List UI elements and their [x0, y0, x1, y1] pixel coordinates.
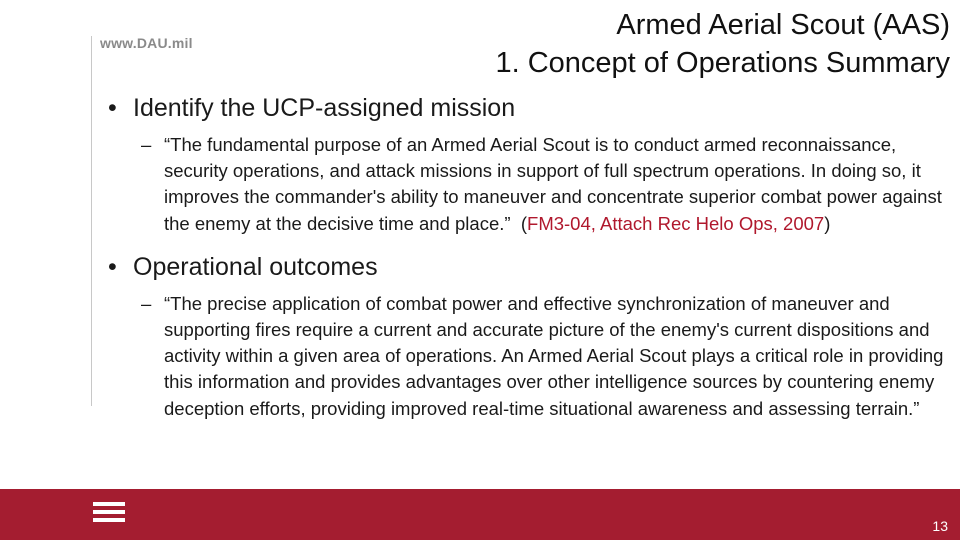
menu-line: [93, 518, 125, 522]
bullet-mission: • Identify the UCP-assigned mission: [108, 92, 940, 124]
ref-open: (: [510, 212, 528, 234]
site-logo: www.DAU.mil: [100, 35, 193, 51]
outcomes-quote-text: “The precise application of combat power and effective synchronization of maneuver and supporting fires require a current and accurate picture of the enemy's current dispositions and activity within a given area of operations. An Armed Aerial Scout plays a critical role in providing this information and provides advantages over other intelligence sources by countering enemy deception efforts, providing improved real-time situational awareness and assessing terrain.”: [164, 292, 944, 419]
footer-bar: [0, 489, 960, 540]
mission-quote-text: “The fundamental purpose of an Armed Aerial Scout is to conduct armed reconnaissance, security operations, and attack missions in support of full spectrum operations. In doing so, it improves the commander's ability to maneuver and concentrate superior combat power against the enemy at the decisive time and place.”: [164, 134, 942, 234]
menu-line: [93, 510, 125, 514]
page-number: 13: [932, 518, 948, 534]
outcomes-quote: [108, 291, 944, 422]
dash-marker: –: [141, 292, 152, 314]
hamburger-menu-icon[interactable]: [93, 502, 125, 522]
bullet-outcomes: • Operational outcomes: [108, 251, 940, 283]
title-line-1: Armed Aerial Scout (AAS): [616, 9, 950, 41]
dash-marker: –: [141, 134, 152, 155]
mission-quote: [108, 132, 944, 237]
mission-reference: FM3-04, Attach Rec Helo Ops, 2007: [527, 212, 825, 234]
vertical-divider: [91, 36, 92, 406]
title-line-2: 1. Concept of Operations Summary: [495, 47, 950, 79]
slide-title: [495, 6, 950, 82]
menu-line: [93, 502, 125, 506]
slide-content: [108, 92, 944, 436]
ref-close: ): [824, 212, 831, 234]
